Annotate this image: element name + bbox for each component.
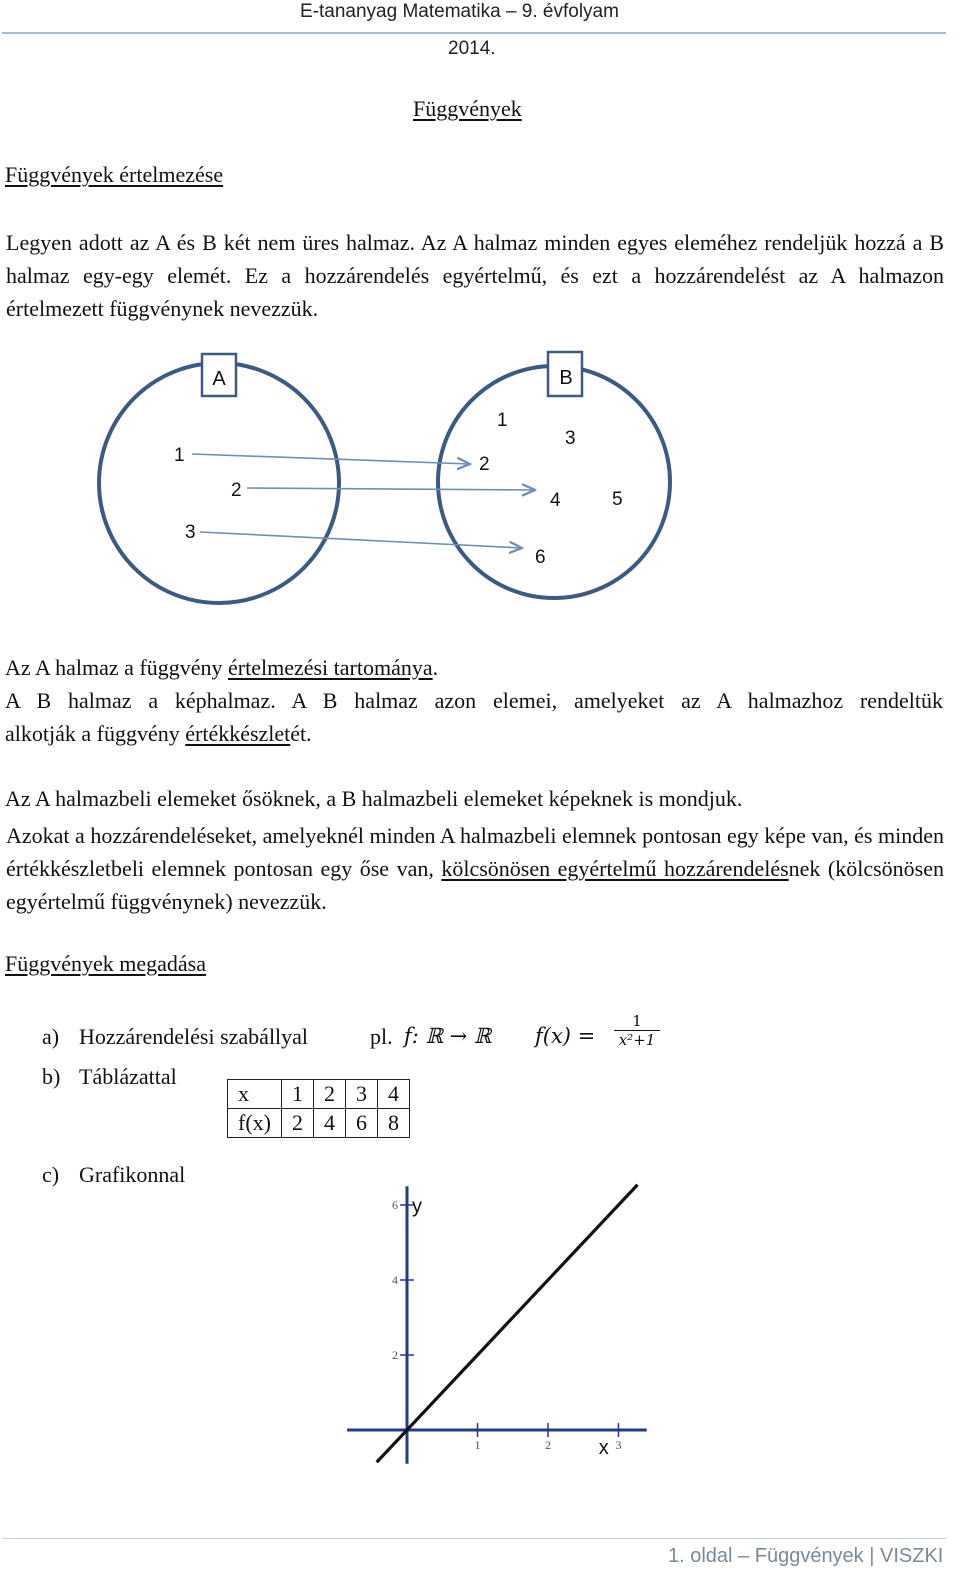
set-b-element: 4: [550, 490, 561, 511]
header-title: E-tananyag Matematika – 9. évfolyam: [300, 1, 619, 22]
formula-lhs: 𝑓(𝑥) =: [535, 1024, 596, 1048]
table-cell: 2: [313, 1080, 345, 1109]
section-heading-definition: Függvények értelmezése: [5, 162, 224, 187]
function-graph: [330, 1180, 700, 1480]
list-item-graph: Grafikonnal: [79, 1162, 186, 1187]
list-marker-b: b): [42, 1064, 61, 1089]
table-row: [228, 1109, 410, 1138]
intro-paragraph: Legyen adott az A és B két nem üres halmaz. Az A halmaz minden egyes eleméhez rendeljük hozzá a B halmaz egy-egy elemét. Ez a hozzárendelés egyértelmű, és ezt a hozzárendelést az A halmazon értelmezett függvénynek nevezzük.: [6, 230, 944, 321]
set-b-element: 1: [497, 410, 508, 431]
set-b-label: B: [559, 367, 573, 389]
y-axis-label: y: [412, 1195, 422, 1218]
mapping-notation: 𝑓: ℝ → ℝ: [404, 1024, 492, 1048]
table-cell: 3: [345, 1080, 377, 1109]
y-tick-label: 6: [392, 1198, 398, 1212]
preimage-sentence: Az A halmazbeli elemeket ősöknek, a B halmazbeli elemeket képeknek is mondjuk.: [5, 786, 743, 811]
list-item-rule: Hozzárendelési szabállyal: [79, 1024, 309, 1049]
formula-fraction: [614, 1012, 660, 1049]
mapping-diagram: [0, 340, 960, 610]
x-tick-label: 3: [615, 1438, 622, 1452]
series-line: [377, 1185, 638, 1463]
header-year: 2014.: [448, 38, 496, 59]
table-cell: 1: [281, 1080, 313, 1109]
row-header: x: [228, 1080, 282, 1109]
range-sentence: alkotják a függvény értékkészletét.: [5, 721, 312, 746]
codomain-sentence: A B halmaz a képhalmaz. A B halmaz azon elemei, amelyeket az A halmazhoz rendeltük: [5, 688, 943, 713]
range-term: értékkészlet: [185, 721, 291, 746]
list-item-table: Táblázattal: [79, 1064, 177, 1089]
set-a-label: A: [212, 368, 226, 390]
table-cell: 2: [281, 1109, 313, 1138]
table-cell: 6: [345, 1109, 377, 1138]
row-header: f(x): [228, 1109, 282, 1138]
y-tick-label: 4: [392, 1273, 398, 1287]
set-a-element: 3: [185, 522, 196, 543]
formula-numerator: 1: [632, 1012, 642, 1030]
table-cell: 8: [377, 1109, 409, 1138]
bijection-term: kölcsönösen egyértelmű hozzárendelés: [441, 856, 789, 881]
example-prefix: pl.: [370, 1024, 393, 1049]
x-tick-label: 1: [474, 1438, 481, 1452]
domain-term: értelmezési tartománya: [228, 655, 433, 680]
set-b-element: 6: [535, 547, 546, 568]
set-b-element: 5: [612, 489, 623, 510]
header-rule: [2, 32, 946, 34]
footer-text: 1. oldal – Függvények | VISZKI: [668, 1545, 944, 1567]
bijection-paragraph: Azokat a hozzárendeléseket, amelyeknél minden A halmazbeli elemnek pontosan egy képe van, és minden értékkészletbeli elemnek pontosan egy őse van, kölcsönösen egyértelmű hozzárendelésnek (kölcsönösen egyértelmű függvénynek) nevezzük.: [6, 823, 945, 914]
y-tick-label: 2: [392, 1348, 398, 1362]
table-row: [228, 1080, 410, 1109]
formula-denominator: 𝑥²+1: [614, 1030, 660, 1049]
page-title: Függvények: [413, 96, 522, 121]
set-a-element: 2: [231, 480, 242, 501]
mapping-arrow: [200, 532, 522, 548]
list-marker-a: a): [42, 1024, 60, 1049]
set-b-circle: [438, 366, 670, 598]
x-tick-label: 2: [545, 1438, 551, 1452]
value-table: [227, 1079, 410, 1138]
footer-rule: [2, 1538, 946, 1539]
set-b-element: 3: [565, 428, 576, 449]
section-heading-specification: Függvények megadása: [5, 951, 206, 976]
set-a-element: 1: [174, 445, 185, 466]
set-a-circle: [99, 363, 339, 603]
mapping-arrow: [247, 488, 535, 490]
list-marker-c: c): [42, 1162, 60, 1187]
table-cell: 4: [313, 1109, 345, 1138]
x-axis-label: x: [598, 1437, 609, 1459]
domain-sentence: Az A halmaz a függvény értelmezési tartománya.: [5, 655, 439, 680]
table-cell: 4: [377, 1080, 409, 1109]
set-b-element: 2: [479, 454, 490, 475]
mapping-arrow: [192, 454, 470, 464]
